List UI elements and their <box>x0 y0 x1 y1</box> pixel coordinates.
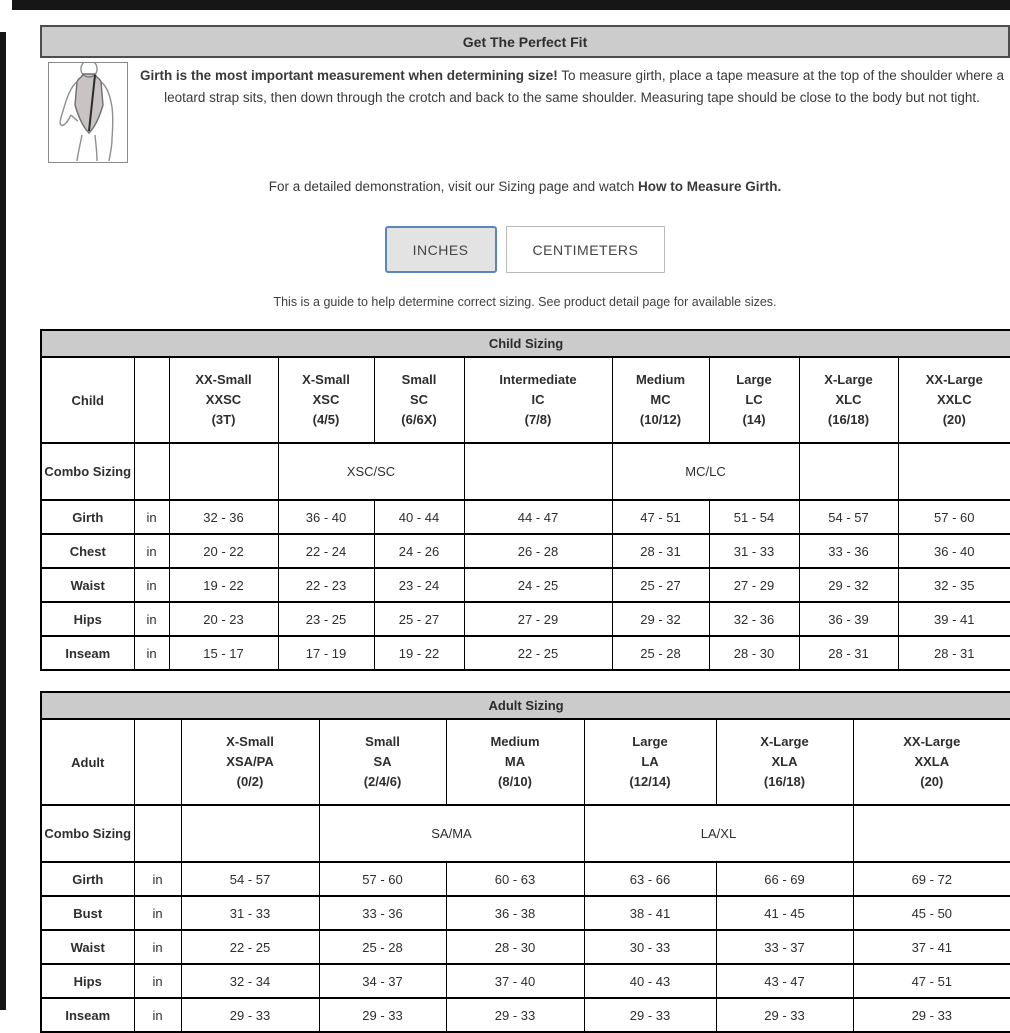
size-range-cell: 19 - 22 <box>169 568 278 602</box>
adult-hips-row <box>41 964 1010 998</box>
intro-section <box>40 62 1010 163</box>
size-range-cell: 37 - 41 <box>853 930 1010 964</box>
size-range-cell: 32 - 35 <box>898 568 1010 602</box>
inches-button[interactable]: INCHES <box>385 226 497 273</box>
unit-cell: in <box>134 534 169 568</box>
row-label: Waist <box>41 930 134 964</box>
size-range-cell: 19 - 22 <box>374 636 464 670</box>
size-range-cell: 41 - 45 <box>716 896 853 930</box>
size-range-cell: 29 - 33 <box>446 998 584 1032</box>
adult-inseam-row <box>41 998 1010 1032</box>
size-range-cell: 31 - 33 <box>709 534 799 568</box>
page-title <box>40 25 1010 58</box>
child-col-xx-small: XX-Small XXSC (3T) <box>169 357 278 443</box>
size-range-cell: 29 - 33 <box>853 998 1010 1032</box>
size-range-cell: 36 - 40 <box>278 500 374 534</box>
child-inseam-row <box>41 636 1010 670</box>
size-range-cell: 33 - 36 <box>799 534 898 568</box>
unit-cell: in <box>134 896 181 930</box>
size-range-cell: 26 - 28 <box>464 534 612 568</box>
size-range-cell: 20 - 23 <box>169 602 278 636</box>
size-range-cell: 29 - 33 <box>716 998 853 1032</box>
size-range-cell: 22 - 25 <box>464 636 612 670</box>
leotard-figure-icon <box>49 63 127 162</box>
size-range-cell: 47 - 51 <box>853 964 1010 998</box>
size-range-cell: 57 - 60 <box>319 862 446 896</box>
unit-toggle <box>40 226 1010 273</box>
size-range-cell: 22 - 25 <box>181 930 319 964</box>
guide-note: This is a guide to help determine correct sizing. See product detail page for available sizes. <box>273 295 777 309</box>
size-range-cell: 25 - 28 <box>612 636 709 670</box>
unit-cell: in <box>134 998 181 1032</box>
child-col-xx-large: XX-Large XXLC (20) <box>898 357 1010 443</box>
row-label: Hips <box>41 602 134 636</box>
size-range-cell: 23 - 25 <box>278 602 374 636</box>
adult-girth-row <box>41 862 1010 896</box>
size-range-cell: 20 - 22 <box>169 534 278 568</box>
child-combo-row <box>41 443 1010 500</box>
empty-cell <box>181 805 319 862</box>
adult-row-header: Adult <box>41 719 134 805</box>
size-range-cell: 29 - 32 <box>612 602 709 636</box>
size-range-cell: 57 - 60 <box>898 500 1010 534</box>
demo-prefix-text: For a detailed demonstration, visit our Sizing page and watch <box>268 179 638 194</box>
size-range-cell: 23 - 24 <box>374 568 464 602</box>
child-col-x-small: X-Small XSC (4/5) <box>278 357 374 443</box>
size-range-cell: 25 - 27 <box>612 568 709 602</box>
child-sizing-table <box>40 329 1010 671</box>
child-combo-mc-lc: MC/LC <box>612 443 799 500</box>
size-range-cell: 34 - 37 <box>319 964 446 998</box>
size-range-cell: 28 - 31 <box>612 534 709 568</box>
size-range-cell: 54 - 57 <box>799 500 898 534</box>
size-range-cell: 28 - 30 <box>709 636 799 670</box>
size-range-cell: 36 - 40 <box>898 534 1010 568</box>
intro-paragraph <box>128 62 1010 163</box>
demo-bold-text: How to Measure Girth. <box>637 179 782 194</box>
size-range-cell: 33 - 37 <box>716 930 853 964</box>
row-label: Waist <box>41 568 134 602</box>
empty-cell <box>134 443 169 500</box>
size-range-cell: 28 - 31 <box>799 636 898 670</box>
size-range-cell: 27 - 29 <box>709 568 799 602</box>
size-range-cell: 29 - 33 <box>584 998 716 1032</box>
size-range-cell: 28 - 30 <box>446 930 584 964</box>
adult-col-medium: Medium MA (8/10) <box>446 719 584 805</box>
size-range-cell: 27 - 29 <box>464 602 612 636</box>
unit-cell: in <box>134 964 181 998</box>
size-range-cell: 39 - 41 <box>898 602 1010 636</box>
size-range-cell: 32 - 36 <box>169 500 278 534</box>
size-range-cell: 44 - 47 <box>464 500 612 534</box>
page-content <box>40 25 1010 1033</box>
size-range-cell: 22 - 24 <box>278 534 374 568</box>
size-range-cell: 15 - 17 <box>169 636 278 670</box>
size-range-cell: 45 - 50 <box>853 896 1010 930</box>
demo-line <box>40 179 1010 194</box>
row-label: Girth <box>41 500 134 534</box>
adult-combo-row <box>41 805 1010 862</box>
child-combo-label: Combo Sizing <box>41 443 134 500</box>
adult-waist-row <box>41 930 1010 964</box>
row-label: Chest <box>41 534 134 568</box>
adult-table-title: Adult Sizing <box>41 692 1010 719</box>
adult-col-x-small: X-Small XSA/PA (0/2) <box>181 719 319 805</box>
adult-col-x-large: X-Large XLA (16/18) <box>716 719 853 805</box>
size-range-cell: 38 - 41 <box>584 896 716 930</box>
size-range-cell: 60 - 63 <box>446 862 584 896</box>
child-table-title: Child Sizing <box>41 330 1010 357</box>
size-range-cell: 69 - 72 <box>853 862 1010 896</box>
top-frame-bar <box>12 0 1010 10</box>
size-range-cell: 32 - 36 <box>709 602 799 636</box>
size-range-cell: 51 - 54 <box>709 500 799 534</box>
size-range-cell: 32 - 34 <box>181 964 319 998</box>
size-range-cell: 63 - 66 <box>584 862 716 896</box>
size-range-cell: 40 - 43 <box>584 964 716 998</box>
size-range-cell: 30 - 33 <box>584 930 716 964</box>
child-girth-row <box>41 500 1010 534</box>
child-col-intermediate: Intermediate IC (7/8) <box>464 357 612 443</box>
unit-cell: in <box>134 568 169 602</box>
adult-combo-label: Combo Sizing <box>41 805 134 862</box>
size-range-cell: 54 - 57 <box>181 862 319 896</box>
adult-combo-sa-ma: SA/MA <box>319 805 584 862</box>
child-chest-row <box>41 534 1010 568</box>
empty-cell <box>169 443 278 500</box>
child-row-header: Child <box>41 357 134 443</box>
size-range-cell: 36 - 39 <box>799 602 898 636</box>
empty-cell <box>799 443 898 500</box>
adult-col-small: Small SA (2/4/6) <box>319 719 446 805</box>
row-label: Hips <box>41 964 134 998</box>
size-range-cell: 66 - 69 <box>716 862 853 896</box>
leotard-illustration <box>48 62 128 163</box>
size-range-cell: 31 - 33 <box>181 896 319 930</box>
page-title-text: Get The Perfect Fit <box>462 33 588 50</box>
child-col-large: Large LC (14) <box>709 357 799 443</box>
size-range-cell: 17 - 19 <box>278 636 374 670</box>
row-label: Girth <box>41 862 134 896</box>
size-range-cell: 28 - 31 <box>898 636 1010 670</box>
intro-rest-text: To measure girth, place a tape measure at the top of the shoulder where a leotard strap sits, then down through the crotch and back to the same shoulder. Measuring tape should be close to the body but not tight. <box>164 68 1005 105</box>
row-label: Inseam <box>41 636 134 670</box>
empty-cell <box>134 805 181 862</box>
unit-cell: in <box>134 602 169 636</box>
unit-cell: in <box>134 636 169 670</box>
size-range-cell: 29 - 33 <box>181 998 319 1032</box>
size-range-cell: 33 - 36 <box>319 896 446 930</box>
size-range-cell: 24 - 26 <box>374 534 464 568</box>
adult-header-row <box>41 719 1010 805</box>
size-range-cell: 25 - 27 <box>374 602 464 636</box>
row-label: Bust <box>41 896 134 930</box>
child-header-row <box>41 357 1010 443</box>
child-col-small: Small SC (6/6X) <box>374 357 464 443</box>
unit-column-header <box>134 357 169 443</box>
size-range-cell: 29 - 32 <box>799 568 898 602</box>
empty-cell <box>853 805 1010 862</box>
unit-cell: in <box>134 930 181 964</box>
child-hips-row <box>41 602 1010 636</box>
unit-cell: in <box>134 500 169 534</box>
adult-col-xx-large: XX-Large XXLA (20) <box>853 719 1010 805</box>
child-col-x-large: X-Large XLC (16/18) <box>799 357 898 443</box>
size-range-cell: 36 - 38 <box>446 896 584 930</box>
unit-cell: in <box>134 862 181 896</box>
child-waist-row <box>41 568 1010 602</box>
left-frame-bar <box>0 32 6 1010</box>
adult-sizing-table <box>40 691 1010 1033</box>
adult-combo-la-xl: LA/XL <box>584 805 853 862</box>
adult-col-large: Large LA (12/14) <box>584 719 716 805</box>
empty-cell <box>898 443 1010 500</box>
child-combo-xsc-sc: XSC/SC <box>278 443 464 500</box>
size-range-cell: 22 - 23 <box>278 568 374 602</box>
centimeters-button[interactable]: CENTIMETERS <box>506 226 666 273</box>
unit-column-header <box>134 719 181 805</box>
row-label: Inseam <box>41 998 134 1032</box>
size-range-cell: 43 - 47 <box>716 964 853 998</box>
size-range-cell: 25 - 28 <box>319 930 446 964</box>
size-range-cell: 24 - 25 <box>464 568 612 602</box>
size-range-cell: 40 - 44 <box>374 500 464 534</box>
size-range-cell: 29 - 33 <box>319 998 446 1032</box>
size-range-cell: 37 - 40 <box>446 964 584 998</box>
child-col-medium: Medium MC (10/12) <box>612 357 709 443</box>
size-range-cell: 47 - 51 <box>612 500 709 534</box>
empty-cell <box>464 443 612 500</box>
intro-bold-text: Girth is the most important measurement when determining size! <box>139 68 558 83</box>
adult-bust-row <box>41 896 1010 930</box>
